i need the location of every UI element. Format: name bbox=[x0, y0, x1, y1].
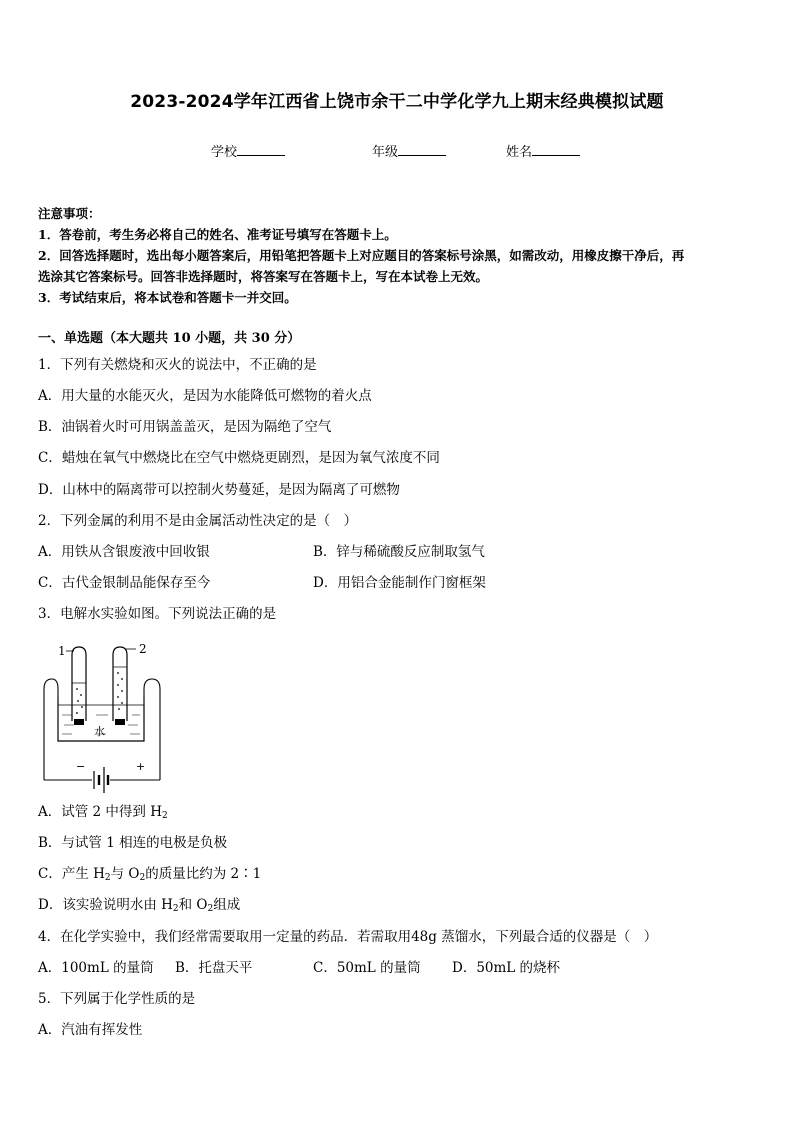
name-blank bbox=[532, 143, 580, 156]
school-label: 学校 bbox=[211, 145, 238, 160]
tube-1-bubbles bbox=[76, 688, 83, 714]
q1-stem: 1．下列有关燃烧和灭火的说法中，不正确的是 bbox=[38, 357, 317, 373]
q4-stem: 4．在化学实验中，我们经常需要取用一定量的药品．若需取用48g 蒸馏水，下列最合适的仪器是（ ） bbox=[38, 929, 658, 945]
school-field bbox=[211, 141, 285, 160]
q5-option-a: A．汽油有挥发性 bbox=[38, 1022, 143, 1038]
notes-heading: 注意事项： bbox=[38, 206, 101, 221]
electrolysis-diagram bbox=[36, 637, 168, 793]
electrode-2 bbox=[115, 719, 125, 725]
q1-option-b: B．油锅着火时可用锅盖盖灭，是因为隔绝了空气 bbox=[38, 419, 332, 435]
tube-2-bubbles bbox=[117, 672, 123, 710]
q2-option-a: A．用铁从含银废液中回收银 bbox=[38, 544, 210, 560]
name-label: 姓名 bbox=[506, 145, 533, 160]
right-wire bbox=[144, 679, 160, 780]
grade-blank bbox=[398, 143, 446, 156]
notes-item: 3．考试结束后，将本试卷和答题卡一并交回。 bbox=[38, 290, 297, 305]
q1-option-c: C．蜡烛在氧气中燃烧比在空气中燃烧更剧烈，是因为氧气浓度不同 bbox=[38, 450, 440, 466]
q2-stem: 2．下列金属的利用不是由金属活动性决定的是（ ） bbox=[38, 513, 358, 529]
q4-option-c: C．50mL 的量筒 bbox=[313, 960, 421, 976]
q4-option-a: A．100mL 的量筒 bbox=[38, 960, 154, 976]
electrode-1 bbox=[74, 719, 84, 725]
student-info-fields bbox=[0, 141, 794, 161]
name-field bbox=[506, 141, 580, 160]
battery-icon bbox=[94, 767, 108, 793]
q1-option-d: D．山林中的隔离带可以控制火势蔓延，是因为隔离了可燃物 bbox=[38, 482, 400, 498]
test-tube-2 bbox=[113, 647, 127, 721]
q4-option-d: D．50mL 的烧杯 bbox=[452, 960, 561, 976]
notes-item: 2．回答选择题时，选出每小题答案后，用铅笔把答题卡上对应题目的答案标号涂黑，如需改动，用橡皮擦干净后，再 bbox=[38, 248, 685, 263]
test-tube-1 bbox=[72, 647, 86, 721]
negative-sign: − bbox=[76, 760, 86, 773]
q3-option-b: B．与试管 1 相连的电极是负极 bbox=[38, 835, 228, 851]
school-blank bbox=[237, 143, 285, 156]
grade-field bbox=[372, 141, 446, 160]
left-wire bbox=[44, 679, 58, 780]
water-label: 水 bbox=[94, 725, 105, 738]
q3-stem: 3．电解水实验如图。下列说法正确的是 bbox=[38, 606, 277, 622]
electrolysis-svg bbox=[36, 637, 168, 793]
tube-label-2: 2 bbox=[139, 642, 147, 656]
q2-option-c: C．古代金银制品能保存至今 bbox=[38, 575, 211, 591]
positive-sign: + bbox=[136, 760, 146, 773]
notes-item: 选涂其它答案标号。回答非选择题时，将答案写在答题卡上，写在本试卷上无效。 bbox=[38, 269, 489, 284]
tube-label-1: 1 bbox=[58, 644, 66, 658]
notes-item: 1．答卷前，考生务必将自己的姓名、准考证号填写在答题卡上。 bbox=[38, 227, 397, 242]
exam-title: 2023-2024学年江西省上饶市余干二中学化学九上期末经典模拟试题 bbox=[130, 92, 664, 112]
q2-option-d: D．用铝合金能制作门窗框架 bbox=[313, 575, 486, 591]
q3-option-c: C．产生 $H_2$与 $O_2$的质量比约为 2∶1 bbox=[38, 866, 262, 883]
q3-option-d: D．该实验说明水由 $H_2$和 $O_2$组成 bbox=[38, 897, 241, 914]
grade-label: 年级 bbox=[372, 145, 399, 160]
q5-stem: 5．下列属于化学性质的是 bbox=[38, 991, 196, 1007]
q3-option-a: A．试管 2 中得到 $H_2$ bbox=[38, 804, 168, 821]
q2-option-b: B．锌与稀硫酸反应制取氢气 bbox=[313, 544, 485, 560]
notes-block bbox=[38, 203, 758, 308]
section-heading: 一、单选题（本大题共 10 小题，共 30 分） bbox=[38, 331, 301, 346]
q4-option-b: B．托盘天平 bbox=[175, 960, 253, 976]
q1-option-a: A．用大量的水能灭火，是因为水能降低可燃物的着火点 bbox=[38, 388, 372, 404]
